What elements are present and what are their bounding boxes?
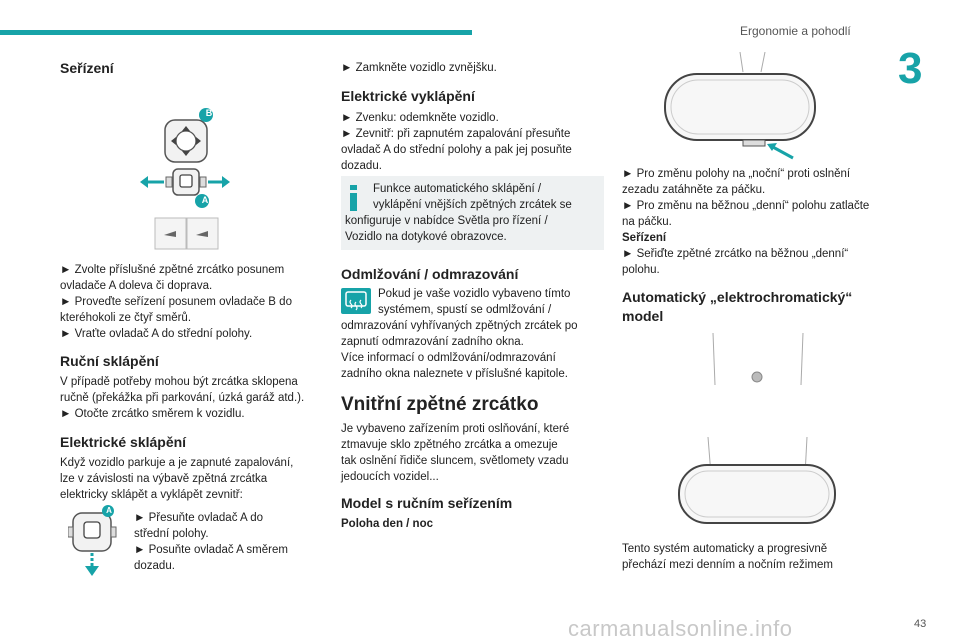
text-line: lze v závislosti na výbavě zpětná zrcátka [60, 473, 268, 485]
header-accent-bar [0, 30, 472, 35]
text-line: zapnutí odmrazování zadního okna. [341, 336, 524, 348]
electrochromatic-mirror-illustration [675, 325, 840, 525]
text-line: zadního okna naleznete v příslušné kapitole. [341, 368, 568, 380]
elektricke-text [60, 455, 293, 503]
text-line: ► Pro změnu polohy na „noční“ proti oslnění [622, 168, 851, 180]
section-title-elektricke-sklapeni: Elektrické sklápění [60, 434, 187, 450]
text-line: přechází mezi denním a nočním režimem [622, 559, 833, 571]
text-line: systémem, spustí se odmlžování / [378, 304, 552, 316]
text-line: ► Zevnitř: při zapnutém zapalování přesuňte [341, 128, 571, 140]
text-line: na páčku. [622, 216, 672, 228]
text-line: Vozidlo na dotykové obrazovce. [345, 231, 507, 243]
selector-pull-illustration [68, 505, 118, 577]
mirror-control-illustration [140, 105, 240, 250]
text-line: vyklápění vnějších zpětných zrcátek se [373, 199, 572, 211]
text-line: ► Seřiďte zpětné zrcátko na běžnou „denní“ [622, 248, 849, 260]
text-line: tak oslnění řidiče sluncem, světlomety vzadu [341, 455, 569, 467]
text-line: ► Zvenku: odemkněte vozidlo. [341, 112, 499, 124]
text-line: polohu. [622, 264, 660, 276]
label-a-small: A [106, 506, 112, 515]
label-a: A [201, 195, 209, 205]
info-text [373, 197, 572, 213]
text-line: model [622, 308, 664, 324]
text-line: odmrazování vyhřívaných zpětných zrcátek po [341, 320, 578, 332]
text-line: zezadu zatáhněte za páčku. [622, 184, 766, 196]
chapter-number: 3 [898, 44, 923, 93]
text-line: ovladače A doleva či doprava. [60, 280, 213, 292]
text-line: dozadu. [134, 560, 175, 572]
info-text [345, 213, 548, 229]
serizeni-label: Seřízení [622, 232, 667, 244]
text-line: kteréhokoli ze čtyř směrů. [60, 312, 192, 324]
page-number: 43 [914, 618, 927, 630]
section-title-vnitrni: Vnitřní zpětné zrcátko [341, 394, 539, 415]
text-line: ► Posuňte ovladač A směrem [134, 544, 288, 556]
model-subtitle: Poloha den / noc [341, 518, 434, 530]
section-title-elektricke-vyklapeni: Elektrické vyklápění [341, 88, 475, 104]
section-title-auto [622, 288, 852, 326]
text-line: ► Otočte zrcátko směrem k vozidlu. [60, 408, 245, 420]
text-line: Pokud je vaše vozidlo vybaveno tímto [378, 288, 571, 300]
lock-text: ► Zamkněte vozidlo zvnějšku. [341, 62, 497, 74]
text-line: elektricky sklápět a vyklápět zevnitř: [60, 489, 243, 501]
info-text [373, 181, 603, 197]
text-line: V případě potřeby mohou být zrcátka sklopena [60, 376, 298, 388]
text-line: Více informací o odmlžování/odmrazování [341, 352, 556, 364]
watermark: carmanualsonline.info [568, 616, 793, 641]
col3-text3 [622, 541, 833, 573]
section-title-odmlzovani: Odmlžování / odmrazování [341, 266, 519, 282]
text-line: jedoucích vozidel... [341, 471, 439, 483]
text-line: ► Pro změnu na běžnou „denní“ polohu zatlačte [622, 200, 870, 212]
text-line: ► Proveďte seřízení posunem ovladače B do [60, 296, 292, 308]
info-text [345, 229, 507, 245]
text-line: ztmavuje sklo zpětného zrcátka a omezuje [341, 439, 558, 451]
text-line: střední polohy. [134, 528, 209, 540]
rucni-text [60, 374, 304, 422]
text-line: ► Vraťte ovladač A do střední polohy. [60, 328, 253, 340]
text-line: Když vozidlo parkuje a je zapnuté zapalování, [60, 457, 294, 469]
section-title-model: Model s ručním seřízením [341, 495, 513, 511]
rear-defrost-icon [341, 288, 371, 314]
text-line: konfiguruje v nabídce Světla pro řízení / [345, 215, 548, 227]
section-title-rucni: Ruční sklápění [60, 353, 159, 369]
label-b: B [205, 108, 213, 118]
text-line: Tento systém automaticky a progresivně [622, 543, 828, 555]
serizeni-steps [60, 262, 292, 342]
info-icon [350, 185, 357, 211]
section-title-serizeni: Seřízení [60, 60, 114, 76]
text-line: dozadu. [341, 160, 382, 172]
vyklapeni-text [341, 110, 572, 174]
vnitrni-text [341, 421, 569, 485]
manual-mirror-illustration [655, 52, 825, 162]
text-line: ► Zvolte příslušné zpětné zrcátko posunem [60, 264, 285, 276]
chapter-title: Ergonomie a pohodlí [740, 24, 851, 38]
col3-text1 [622, 166, 869, 278]
text-line: ovladač A do střední polohy a pak jej posuňte [341, 144, 572, 156]
text-line: Automatický „elektrochromatický“ [622, 289, 853, 305]
text-line: Je vybaveno zařízením proti oslňování, které [341, 423, 570, 435]
elektricke-steps [134, 510, 288, 574]
text-line: ručně (překážka při parkování, úzká garáž atd.). [60, 392, 305, 404]
text-line: ► Přesuňte ovladač A do [134, 512, 264, 524]
info-box [341, 176, 604, 250]
text-line: Funkce automatického sklápění / [373, 183, 542, 195]
